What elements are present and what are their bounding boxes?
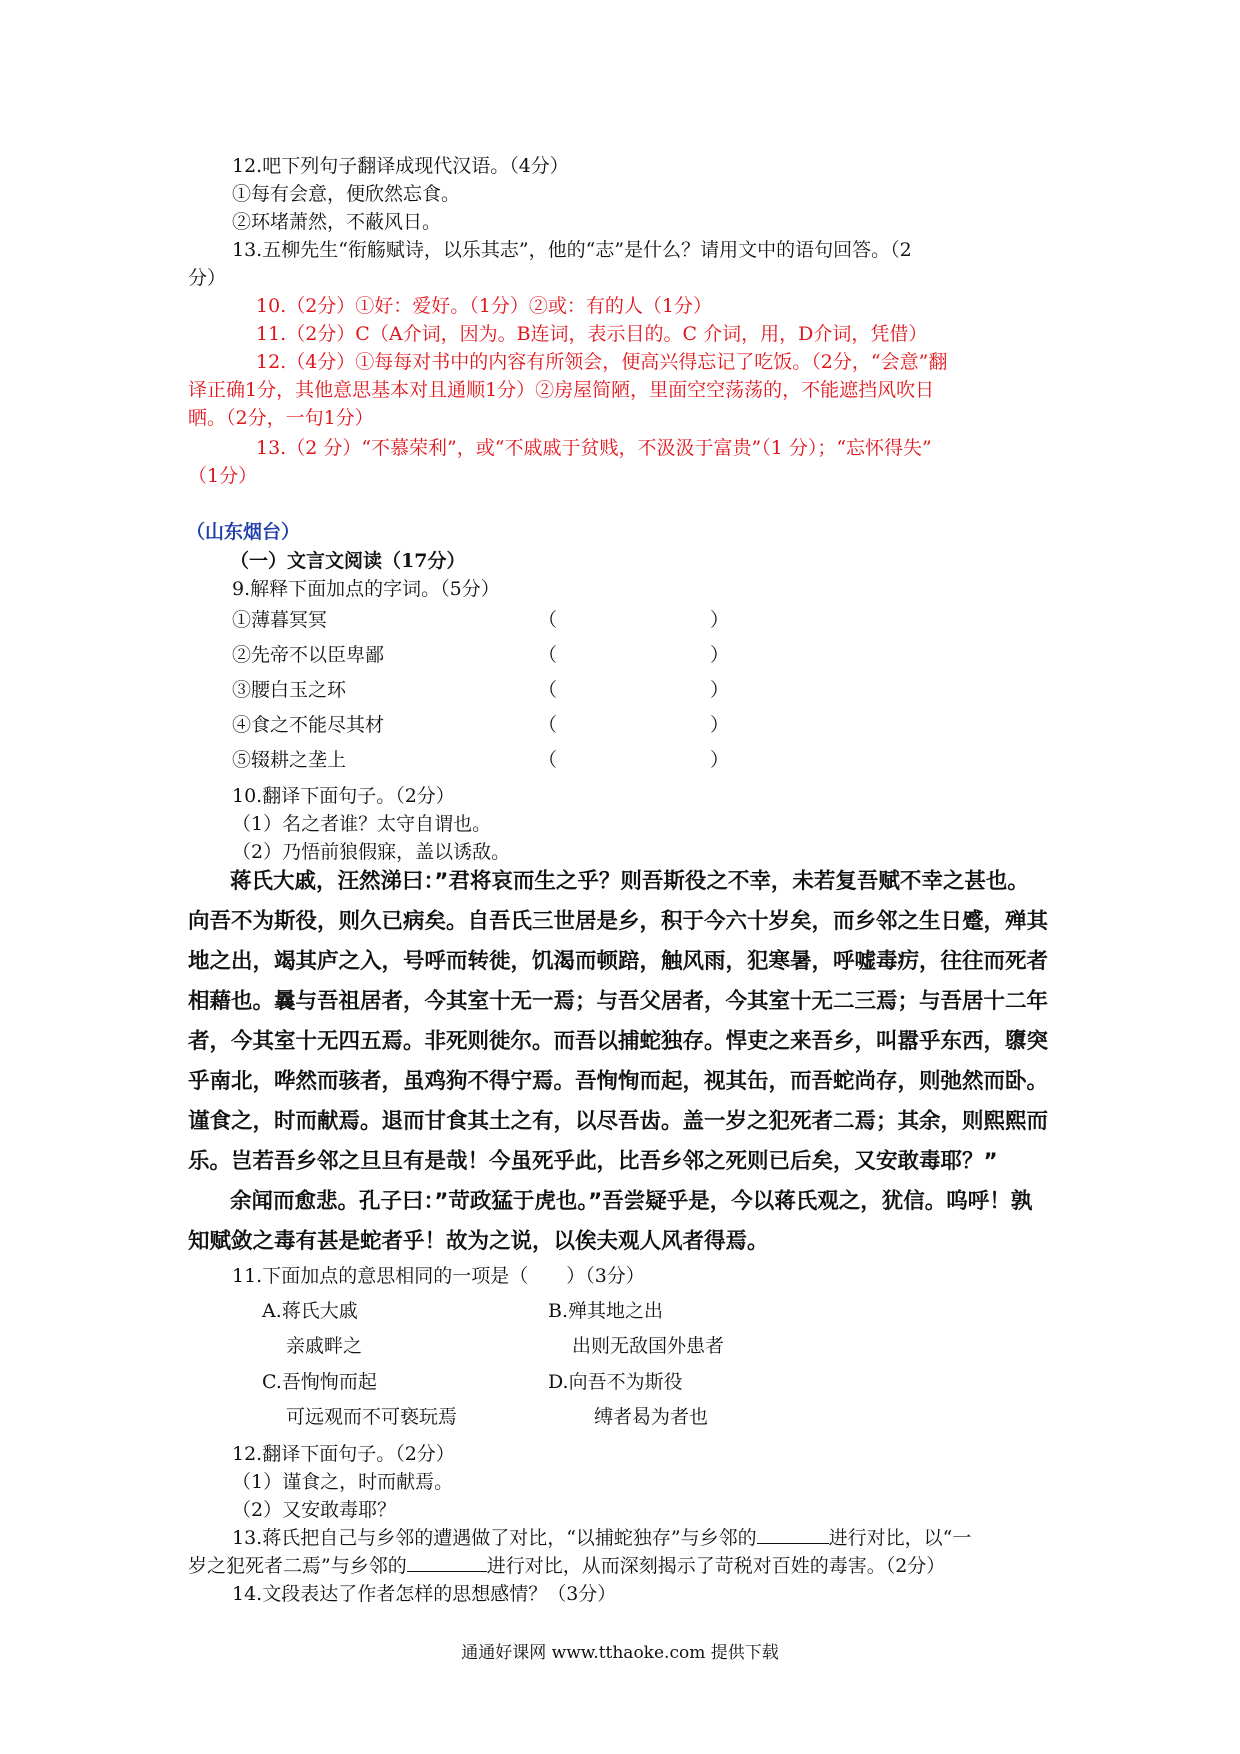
question-12-sentence-1: ①每有会意，便欣然忘食。: [232, 183, 461, 205]
answer-blank-1[interactable]: [757, 1525, 829, 1544]
passage-line-8: 乐。岂若吾乡邻之旦旦有是哉！今虽死乎此，比吾乡邻之死则已后矣，又安敢毒耶？”: [188, 1149, 998, 1174]
q9-paren-close: ）: [710, 609, 730, 631]
passage-line-2: 向吾不为斯役，则久已病矣。自吾氏三世居是乡，积于今六十岁矣，而乡邻之生日蹙，殚其: [188, 909, 1049, 934]
q13b-text-post: 进行对比，以“一: [828, 1527, 972, 1549]
q11-option-c-1: C.吾恂恂而起: [262, 1371, 377, 1393]
q11-option-d-1: D.向吾不为斯役: [548, 1371, 683, 1393]
q11-option-b-2: 出则无敌国外患者: [572, 1335, 725, 1357]
question-9: 9.解释下面加点的字词。（5分）: [232, 578, 500, 600]
question-12b-sentence-1: （1）谨食之，时而献焉。: [232, 1471, 454, 1493]
q9-paren-close: ）: [710, 749, 730, 771]
answer-blank-2[interactable]: [407, 1553, 487, 1572]
passage-line-6: 乎南北，哗然而骇者，虽鸡狗不得宁焉。吾恂恂而起，视其缶，而吾蛇尚存，则弛然而卧。: [188, 1069, 1049, 1094]
answer-12-line-1: 12.（4分）①每每对书中的内容有所领会，便高兴得忘记了吃饭。（2分，“会意”翻: [256, 351, 948, 373]
passage-line-9: 余闻而愈悲。孔子曰：”苛政猛于虎也。”吾尝疑乎是，今以蒋氏观之，犹信。呜呼！孰: [230, 1189, 1033, 1214]
question-12b: 12.翻译下面句子。（2分）: [232, 1443, 455, 1465]
q9-paren-open: （: [538, 714, 558, 736]
question-12b-sentence-2: （2）又安敢毒耶？: [232, 1499, 397, 1521]
q11-option-a-2: 亲戚畔之: [286, 1335, 363, 1357]
question-10-sentence-1: （1）名之者谁？太守自谓也。: [232, 813, 492, 835]
passage-line-3: 地之出，竭其庐之入，号呼而转徙，饥渴而顿踣，触风雨，犯寒暑，呼嘘毒疠，往往而死者: [188, 949, 1049, 974]
answer-13-line-1: 13.（2 分）“不慕荣利”，或“不戚戚于贫贱，不汲汲于富贵”（1 分）；“忘怀得失”: [256, 437, 932, 459]
q9-item-2: [232, 641, 384, 669]
q9-item-text: ②先帝不以臣卑鄙: [232, 644, 385, 666]
q13b-text-pre: 13.蒋氏把自己与乡邻的遭遇做了对比，“以捕蛇独存”与乡邻的: [232, 1527, 757, 1549]
q9-paren-open: （: [538, 644, 558, 666]
q13b-text-post-2: 进行对比，从而深刻揭示了苛税对百姓的毒害。（2分）: [486, 1555, 946, 1577]
passage-line-5: 者，今其室十无四五焉。非死则徙尔。而吾以捕蛇独存。悍吏之来吾乡，叫嚣乎东西，隳突: [188, 1029, 1049, 1054]
question-12: 12.吧下列句子翻译成现代汉语。（4分）: [232, 155, 569, 177]
passage-line-10: 知赋敛之毒有甚是蛇者乎！故为之说，以俟夫观人风者得焉。: [188, 1229, 769, 1254]
answer-10: 10.（2分）①好：爱好。（1分）②或：有的人（1分）: [256, 295, 712, 317]
question-14: 14.文段表达了作者怎样的思想感情？（3分）: [232, 1583, 617, 1605]
q11-option-c-2: 可远观而不可亵玩焉: [286, 1406, 458, 1428]
question-13-line-1: 13.五柳先生“衔觞赋诗，以乐其志”，他的“志”是什么？请用文中的语句回答。（2: [232, 239, 912, 261]
question-10: 10.翻译下面句子。（2分）: [232, 785, 455, 807]
question-13b-line-2: [188, 1552, 945, 1580]
q9-item-text: ③腰白玉之环: [232, 679, 347, 701]
q9-paren-open: （: [538, 609, 558, 631]
q9-item-4: [232, 711, 384, 739]
passage-line-1: 蒋氏大戚，汪然涕曰：”君将哀而生之乎？则吾斯役之不幸，未若复吾赋不幸之甚也。: [230, 869, 1029, 894]
q13b-text-pre-2: 岁之犯死者二焉”与乡邻的: [188, 1555, 407, 1577]
q9-paren-close: ）: [710, 679, 730, 701]
passage-line-4: 相藉也。曩与吾祖居者，今其室十无一焉；与吾父居者，今其室十无二三焉；与吾居十二年: [188, 989, 1049, 1014]
q9-item-text: ①薄暮冥冥: [232, 609, 328, 631]
q11-option-a-1: A.蒋氏大戚: [262, 1300, 358, 1322]
q11-option-d-2: 缚者曷为者也: [594, 1406, 709, 1428]
q9-item-5: [232, 746, 346, 774]
region-label: （山东烟台）: [186, 521, 301, 543]
q9-paren-close: ）: [710, 714, 730, 736]
question-11: 11.下面加点的意思相同的一项是（ ）（3分）: [232, 1265, 645, 1287]
passage-line-7: 谨食之，时而献焉。退而甘食其土之有，以尽吾齿。盖一岁之犯死者二焉；其余，则熙熙而: [188, 1109, 1049, 1134]
page-footer: 通通好课网 www.tthaoke.com 提供下载: [461, 1643, 779, 1663]
q9-paren-open: （: [538, 679, 558, 701]
q9-paren-open: （: [538, 749, 558, 771]
section-title: （一）文言文阅读（17分）: [230, 550, 466, 572]
question-12-sentence-2: ②环堵萧然，不蔽风日。: [232, 211, 442, 233]
q9-item-text: ⑤辍耕之垄上: [232, 749, 347, 771]
answer-11: 11.（2分）C（A介词，因为。B连词，表示目的。C 介词，用，D介词，凭借）: [256, 323, 928, 345]
answer-12-line-2: 译正确1分，其他意思基本对且通顺1分）②房屋简陋，里面空空荡荡的，不能遮挡风吹日: [188, 379, 935, 401]
question-13-line-2: 分）: [188, 267, 227, 289]
answer-13-line-2: （1分）: [188, 465, 258, 487]
question-10-sentence-2: （2）乃悟前狼假寐，盖以诱敌。: [232, 841, 511, 863]
answer-12-line-3: 晒。（2分，一句1分）: [188, 407, 374, 429]
question-13b-line-1: [232, 1524, 971, 1552]
q9-item-3: [232, 676, 346, 704]
q11-option-b-1: B.殚其地之出: [548, 1300, 664, 1322]
q9-paren-close: ）: [710, 644, 730, 666]
q9-item-text: ④食之不能尽其材: [232, 714, 385, 736]
q9-item-1: [232, 606, 327, 634]
